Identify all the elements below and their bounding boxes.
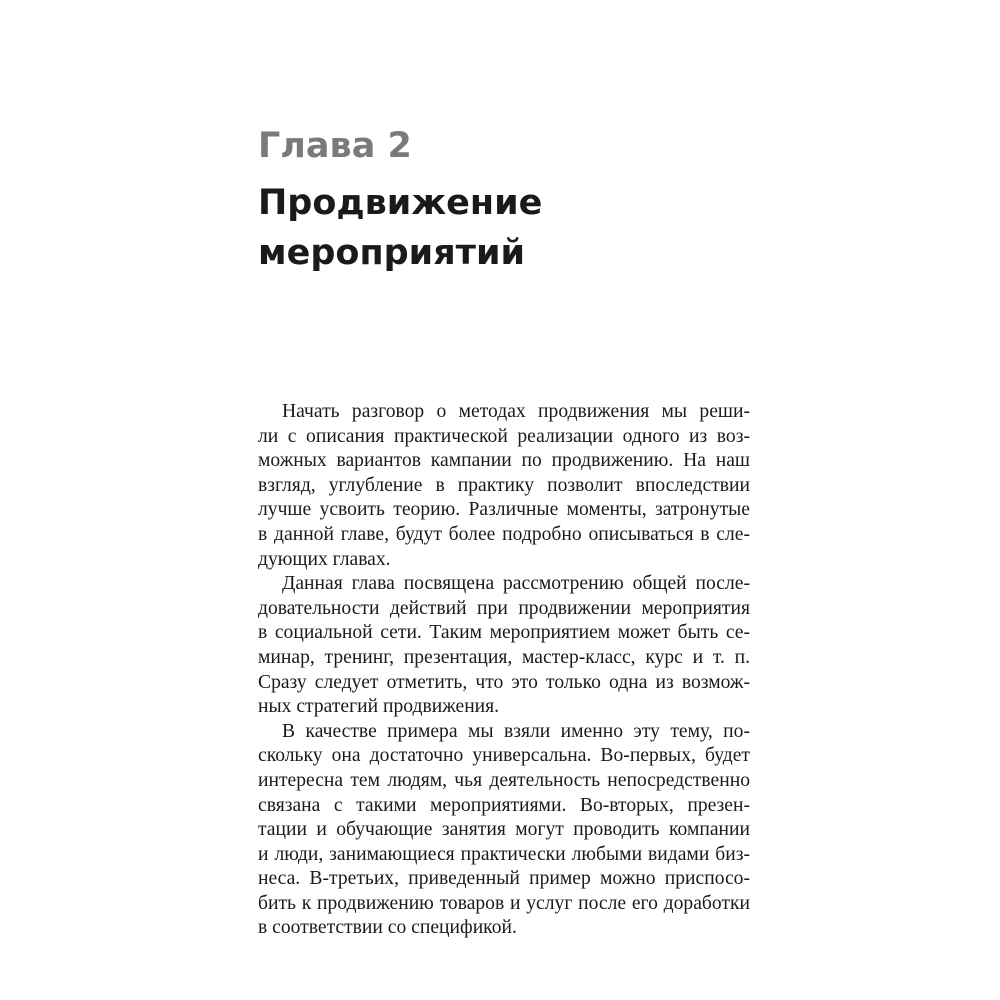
- paragraph: [258, 400, 750, 572]
- text-line: ли с описания практической реализации одного из воз-: [258, 425, 750, 447]
- chapter-number: Глава 2: [258, 126, 412, 166]
- text-line: в данной главе, будут более подробно описываться в сле-: [258, 523, 750, 545]
- paragraph: [258, 572, 750, 720]
- text-line: бить к продвижению товаров и услуг после его доработки: [258, 892, 750, 914]
- text-line: и люди, занимающиеся практически любыми видами биз-: [258, 843, 750, 865]
- text-line: взгляд, углубление в практику позволит впоследствии: [258, 474, 750, 496]
- text-line: интересна тем людям, чья деятельность непосредственно: [258, 769, 750, 791]
- text-line: скольку она достаточно универсальна. Во-первых, будет: [258, 745, 750, 767]
- text-line: тации и обучающие занятия могут проводить компании: [258, 819, 750, 841]
- text-line: Данная глава посвящена рассмотрению общей после-: [282, 573, 750, 595]
- paragraph: [258, 720, 750, 941]
- text-line: неса. В-третьих, приведенный пример можно приспосо-: [258, 868, 750, 890]
- text-line: дующих главах.: [258, 548, 391, 570]
- text-line: в социальной сети. Таким мероприятием может быть се-: [258, 622, 750, 644]
- text-line: можных вариантов кампании по продвижению. На наш: [258, 450, 750, 472]
- text-line: Сразу следует отметить, что это только одна из возмож-: [258, 671, 750, 693]
- text-line: связана с такими мероприятиями. Во-вторых, презен-: [258, 794, 750, 816]
- text-line: Начать разговор о методах продвижения мы реши-: [282, 401, 750, 422]
- text-line: ных стратегий продвижения.: [258, 696, 500, 718]
- body-text: [258, 400, 750, 941]
- text-line: довательности действий при продвижении мероприятия: [258, 597, 750, 619]
- text-line: в соответствии со спецификой.: [258, 917, 517, 939]
- text-line: В качестве примера мы взяли именно эту тему, по-: [282, 720, 750, 742]
- chapter-title-line: мероприятий: [258, 233, 526, 273]
- text-line: минар, тренинг, презентация, мастер-класс, курс и т. п.: [258, 646, 750, 668]
- text-line: лучше усвоить теорию. Различные моменты, затронутые: [258, 499, 750, 521]
- chapter-title-line: Продвижение: [258, 183, 543, 223]
- chapter-title: [258, 178, 778, 278]
